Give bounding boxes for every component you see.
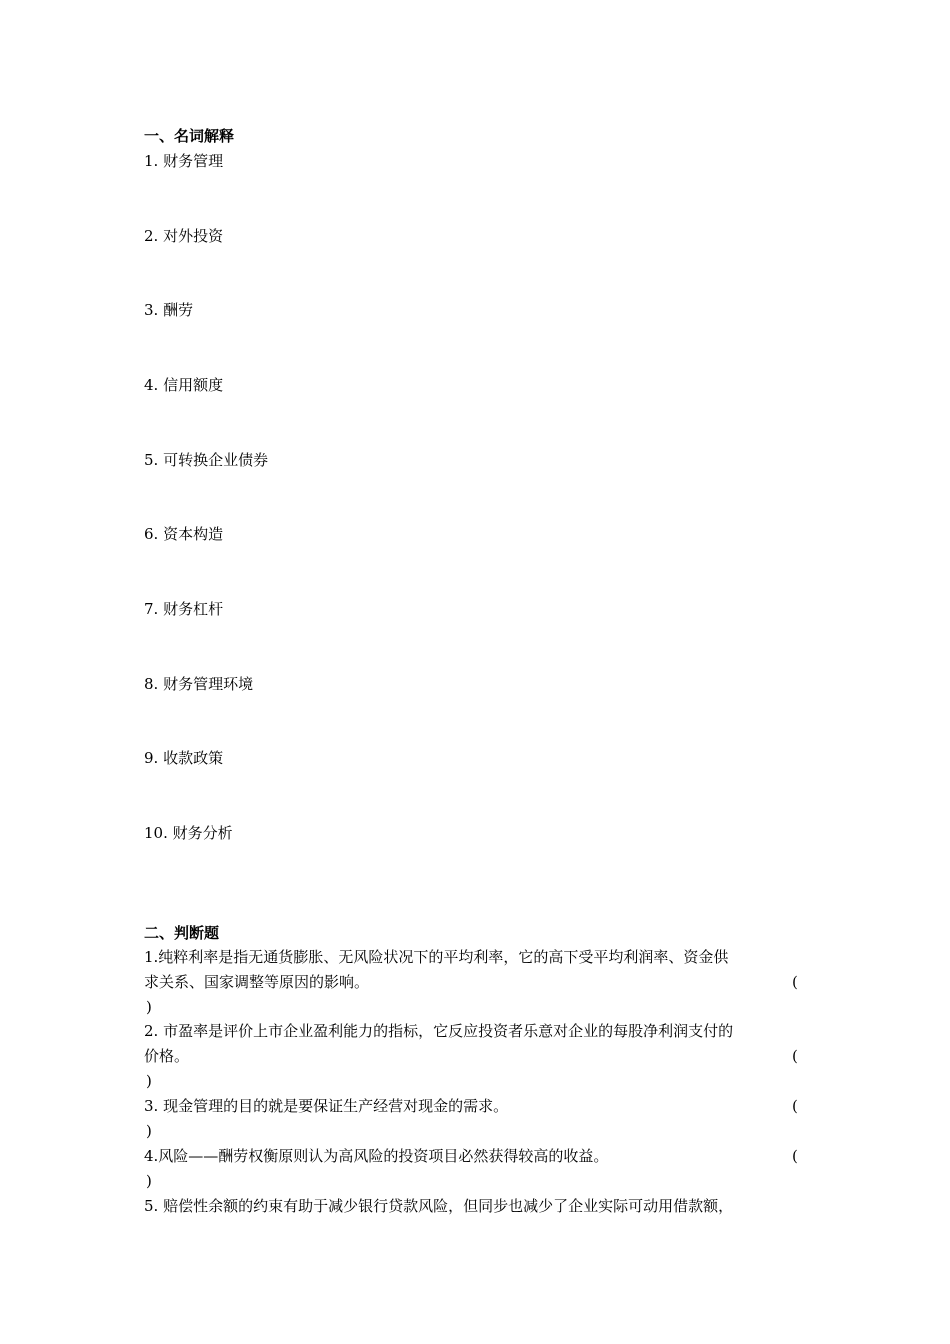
term-item: 3. 酬劳 bbox=[144, 301, 194, 319]
term-item: 10. 财务分析 bbox=[144, 824, 233, 842]
term-item: 7. 财务杠杆 bbox=[144, 600, 224, 618]
question-line: 1.纯粹利率是指无通货膨胀、无风险状况下的平均利率，它的高下受平均利润率、资金供 bbox=[144, 948, 729, 966]
answer-paren-open: ( bbox=[792, 1047, 798, 1065]
question-line: 2. 市盈率是评价上市企业盈利能力的指标，它反应投资者乐意对企业的每股净利润支付的 bbox=[144, 1022, 734, 1040]
term-item: 6. 资本构造 bbox=[144, 525, 224, 543]
section-title-definitions: 一、名词解释 bbox=[144, 127, 235, 145]
answer-paren-close: ) bbox=[146, 1122, 152, 1140]
term-item: 1. 财务管理 bbox=[144, 152, 224, 170]
question-line: 3. 现金管理的目的就是要保证生产经营对现金的需求。 bbox=[144, 1097, 509, 1115]
answer-paren-open: ( bbox=[792, 973, 798, 991]
term-item: 2. 对外投资 bbox=[144, 227, 224, 245]
answer-paren-close: ) bbox=[146, 1172, 152, 1190]
question-line: 价格。 bbox=[144, 1047, 190, 1065]
answer-paren-close: ) bbox=[146, 998, 152, 1016]
answer-paren-open: ( bbox=[792, 1097, 798, 1115]
term-item: 8. 财务管理环境 bbox=[144, 675, 254, 693]
section-title-true-false: 二、判断题 bbox=[144, 924, 220, 942]
question-line: 4.风险——酬劳权衡原则认为高风险的投资项目必然获得较高的收益。 bbox=[144, 1147, 609, 1165]
answer-paren-open: ( bbox=[792, 1147, 798, 1165]
term-item: 4. 信用额度 bbox=[144, 376, 224, 394]
answer-paren-close: ) bbox=[146, 1072, 152, 1090]
term-item: 9. 收款政策 bbox=[144, 749, 224, 767]
question-line: 求关系、国家调整等原因的影响。 bbox=[144, 973, 370, 991]
term-item: 5. 可转换企业债券 bbox=[144, 451, 269, 469]
question-line: 5. 赔偿性余额的约束有助于减少银行贷款风险，但同步也减少了企业实际可动用借款额， bbox=[144, 1197, 734, 1215]
